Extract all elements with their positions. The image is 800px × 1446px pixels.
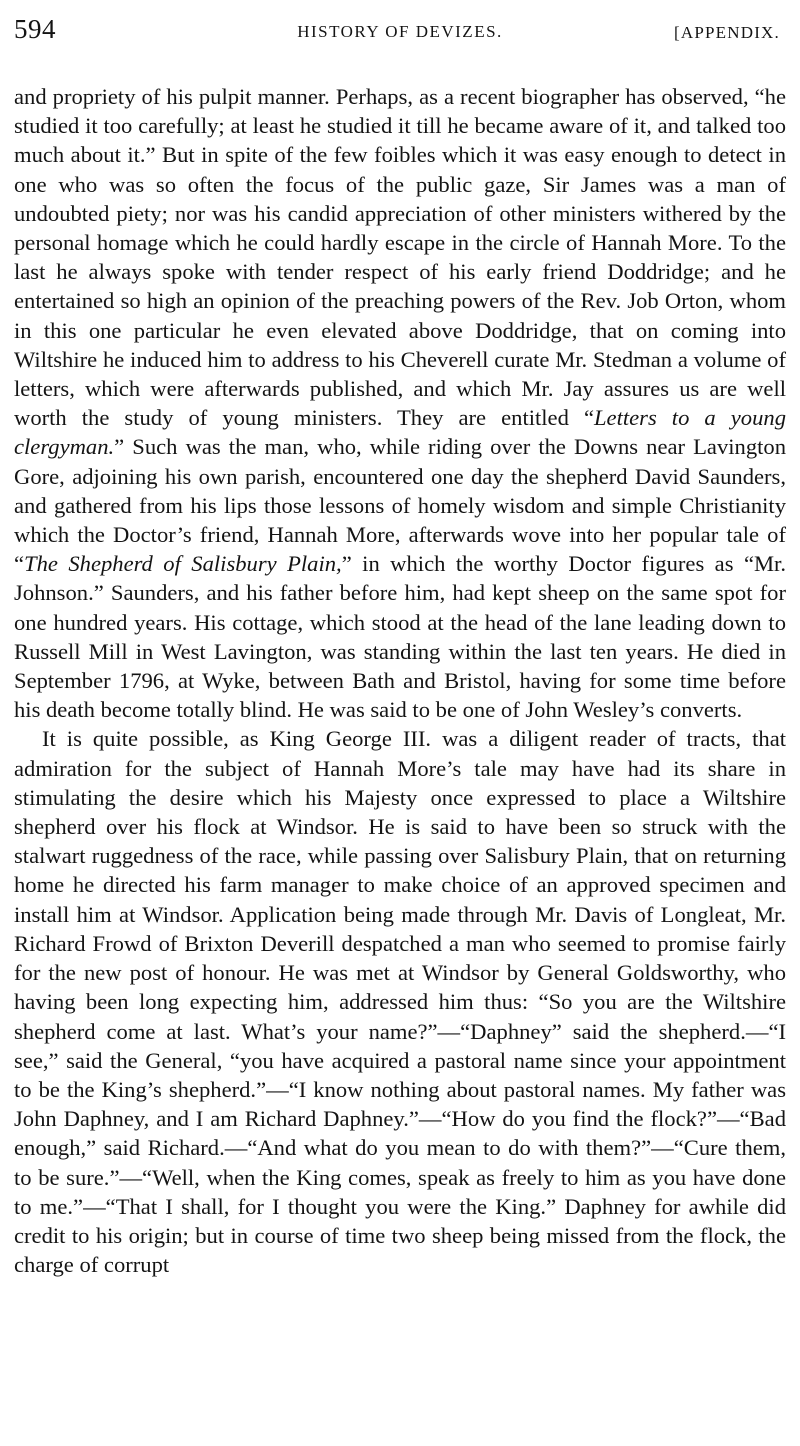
running-title: HISTORY OF DEVIZES.	[297, 22, 503, 41]
running-section: [APPENDIX.	[674, 23, 780, 42]
text-run: and propriety of his pulpit manner. Perhaps, as a recent biographer has observed, “he studied it too carefully; at least he studied it till he became aware of it, and talked too much about it.” But in spite of the few foibles which it was easy enough to detect in one who was so often the focus of the public gaze, Sir James was a man of undoubted piety; nor was his candid appreciation of other ministers withered by the personal homage which he could hardly escape in the circle of Hannah More. To the last he always spoke with tender respect of his early friend Doddridge; and he entertained so high an opinion of the preaching powers of the Rev. Job Orton, whom in this one particular he even elevated above Doddridge, that on coming into Wiltshire he induced him to address to his Cheverell curate Mr. Stedman a volume of letters, which were afterwards published, and which Mr. Jay assures us are well worth the study of young ministers. They are entitled “	[14, 84, 786, 431]
page-number: 594	[14, 14, 56, 44]
paragraph	[14, 724, 786, 1279]
text-run: ” Such was the man, who, while riding over the Downs near Lavington Gore, adjoining his own parish, encountered one day the shepherd David Saunders, and gathered from his lips those lessons of homely wisdom and simple Christianity which the Doctor’s friend, Hannah More, afterwards wove into her popular tale of “	[14, 434, 786, 577]
body-text	[14, 82, 786, 1279]
running-head	[14, 14, 786, 48]
paragraph	[14, 82, 786, 724]
text-run: It is quite possible, as King George III. was a diligent reader of tracts, that admiration for the subject of Hannah More’s tale may have had its share in stimulating the desire which his Majesty once expressed to place a Wiltshire shepherd over his flock at Windsor. He is said to have been so struck with the stalwart ruggedness of the race, while passing over Salisbury Plain, that on returning home he directed his farm manager to make choice of an approved specimen and install him at Windsor. Application being made through Mr. Davis of Longleat, Mr. Richard Frowd of Brixton Deverill despatched a man who seemed to promise fairly for the new post of honour. He was met at Windsor by General Goldsworthy, who having been long expecting him, addressed him thus: “So you are the Wiltshire shepherd come at last. What’s your name?”—“Daphney” said the shepherd.—“I see,” said the General, “you have acquired a pastoral name since your appointment to be the King’s shepherd.”—“I know nothing about pastoral names. My father was John Daphney, and I am Richard Daphney.”—“How do you find the flock?”—“Bad enough,” said Richard.—“And what do you mean to do with them?”—“Cure them, to be sure.”—“Well, when the King comes, speak as freely to him as you have done to me.”—“That I shall, for I thought you were the King.” Daphney for awhile did credit to his origin; but in course of time two sheep being missed from the flock, the charge of corrupt	[14, 726, 786, 1278]
text-run: ” in which the worthy Doctor figures as “Mr. Johnson.” Saunders, and his father before him, had kept sheep on the same spot for one hundred years. His cottage, which stood at the head of the lane leading down to Russell Mill in West Lavington, was standing within the last ten years. He died in September 1796, at Wyke, between Bath and Bristol, having for some time before his death become totally blind. He was said to be one of John Wesley’s converts.	[14, 551, 786, 723]
italic-title: The Shepherd of Salisbury Plain,	[24, 551, 342, 577]
italic-title: Letters to a young clergyman.	[14, 405, 786, 460]
